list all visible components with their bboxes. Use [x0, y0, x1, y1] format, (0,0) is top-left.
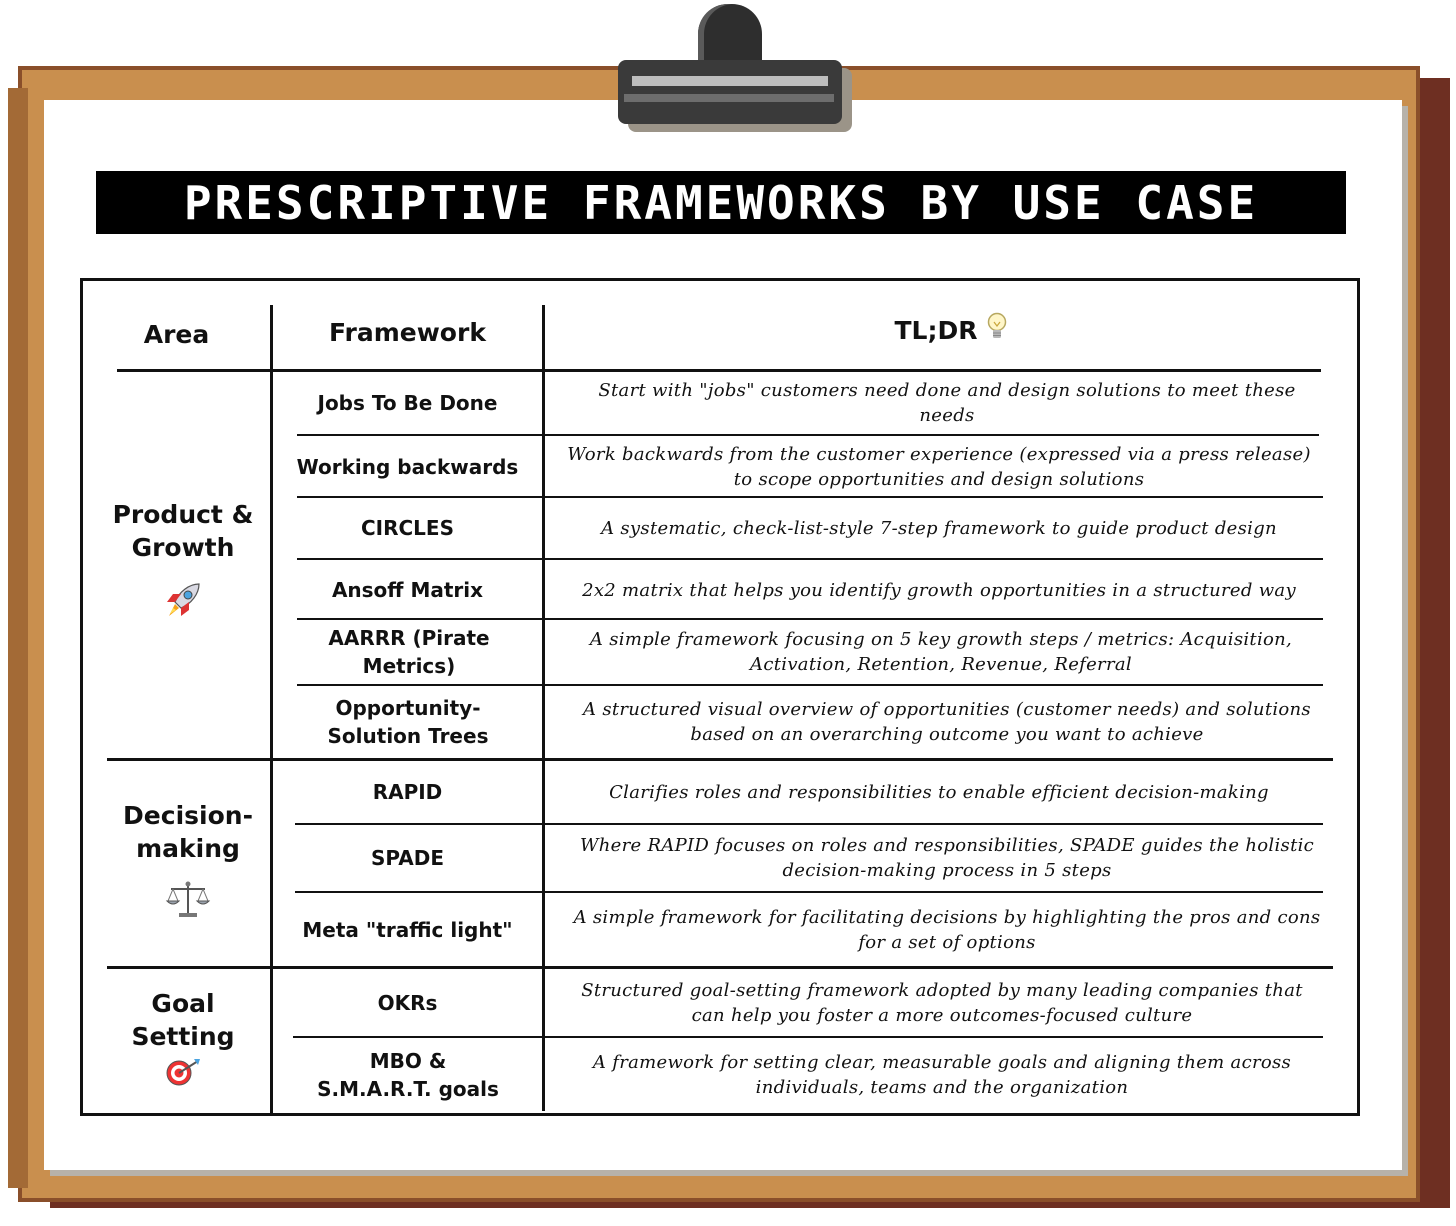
tldr-text: [557, 893, 1337, 967]
area-name-line: making: [136, 834, 240, 863]
framework-name: [273, 620, 545, 684]
tldr-text: [545, 498, 1333, 558]
area-name-line: Goal: [151, 989, 215, 1018]
area-name-line: Decision-: [123, 801, 253, 830]
framework-name: [273, 371, 542, 435]
clip-knob: [698, 4, 762, 68]
title-banner: [96, 171, 1346, 234]
lightbulb-icon: [987, 312, 1007, 348]
tldr-text: [557, 371, 1337, 435]
tldr-label: A simple framework focusing on 5 key growth steps / metrics: Acquisition, Activation, Retention, Revenue, Referral: [589, 629, 1293, 675]
tldr-text: [557, 825, 1337, 891]
target-icon: [164, 1057, 202, 1095]
framework-label: OKRs: [377, 990, 438, 1015]
tldr-label: Work backwards from the customer experience (expressed via a press release) to scope opportunities and design solutions: [567, 444, 1311, 490]
header-area: [83, 301, 270, 367]
tldr-label: A systematic, check-list-style 7-step framework to guide product design: [601, 517, 1277, 539]
divider-framework-tldr: [542, 305, 545, 1111]
tldr-text: [557, 969, 1327, 1036]
area-name-line: Setting: [131, 1022, 235, 1051]
header-area-label: Area: [143, 319, 210, 349]
tldr-label: 2x2 matrix that helps you identify growth opportunities in a structured way: [582, 579, 1296, 601]
area-name-line: Product &: [112, 500, 254, 529]
clip-groove: [624, 94, 834, 102]
framework-name: [303, 1038, 513, 1112]
framework-name: [273, 825, 542, 891]
tldr-label: Clarifies roles and responsibilities to enable efficient decision-making: [609, 781, 1269, 803]
tldr-label: Start with "jobs" customers need done and design solutions to meet these needs: [598, 380, 1296, 426]
tldr-label: A framework for setting clear, measurable goals and aligning them across individuals, teams and the organization: [592, 1052, 1292, 1098]
framework-name: [273, 560, 542, 620]
framework-label: Jobs To Be Done: [317, 391, 498, 415]
clip-bar: [618, 60, 842, 124]
header-tldr: [545, 297, 1357, 363]
framework-name: [283, 686, 533, 758]
frameworks-table: [80, 278, 1360, 1116]
framework-name: [273, 969, 542, 1036]
framework-name: [273, 436, 542, 498]
page-title: PRESCRIPTIVE FRAMEWORKS BY USE CASE: [183, 175, 1259, 230]
area-product-growth: [83, 371, 283, 757]
tldr-text: [557, 686, 1337, 758]
tldr-label: A structured visual overview of opportunities (customer needs) and solutions based on an overarching outcome you want to achieve: [583, 699, 1311, 745]
framework-label: MBO & S.M.A.R.T. goals: [317, 1049, 499, 1101]
tldr-text: [545, 560, 1333, 620]
header-framework-label: Framework: [329, 317, 486, 347]
framework-label: Meta "traffic light": [302, 918, 513, 942]
scales-icon: [165, 879, 211, 927]
framework-name: [273, 893, 542, 967]
area-decision-making: [83, 761, 293, 965]
framework-label: AARRR (Pirate Metrics): [328, 626, 490, 678]
framework-label: Working backwards: [296, 455, 519, 479]
clip-highlight: [632, 76, 828, 86]
rocket-icon: [161, 578, 205, 630]
tldr-label: Where RAPID focuses on roles and responsibilities, SPADE guides the holistic decision-making process in 5 steps: [579, 835, 1315, 881]
clipboard-edge: [8, 88, 28, 1188]
framework-label: SPADE: [371, 846, 444, 870]
tldr-text: [545, 436, 1333, 498]
tldr-label: A simple framework for facilitating decisions by highlighting the pros and cons for a set of options: [573, 907, 1321, 953]
framework-name: [273, 498, 542, 558]
area-goal-setting: [83, 971, 283, 1111]
header-framework: [273, 299, 542, 365]
tldr-text: [557, 620, 1325, 684]
framework-label: Ansoff Matrix: [331, 578, 484, 602]
framework-label: RAPID: [372, 780, 443, 804]
framework-label: CIRCLES: [360, 516, 454, 540]
framework-label: Opportunity-Solution Trees: [327, 696, 489, 748]
tldr-label: Structured goal-setting framework adopted by many leading companies that can help you foster a more outcomes-focused culture: [581, 979, 1303, 1026]
header-tldr-label: TL;DR: [894, 315, 978, 345]
tldr-text: [557, 1038, 1327, 1112]
framework-name: [273, 761, 542, 823]
tldr-text: [545, 761, 1333, 823]
area-name-line: Growth: [131, 533, 235, 562]
